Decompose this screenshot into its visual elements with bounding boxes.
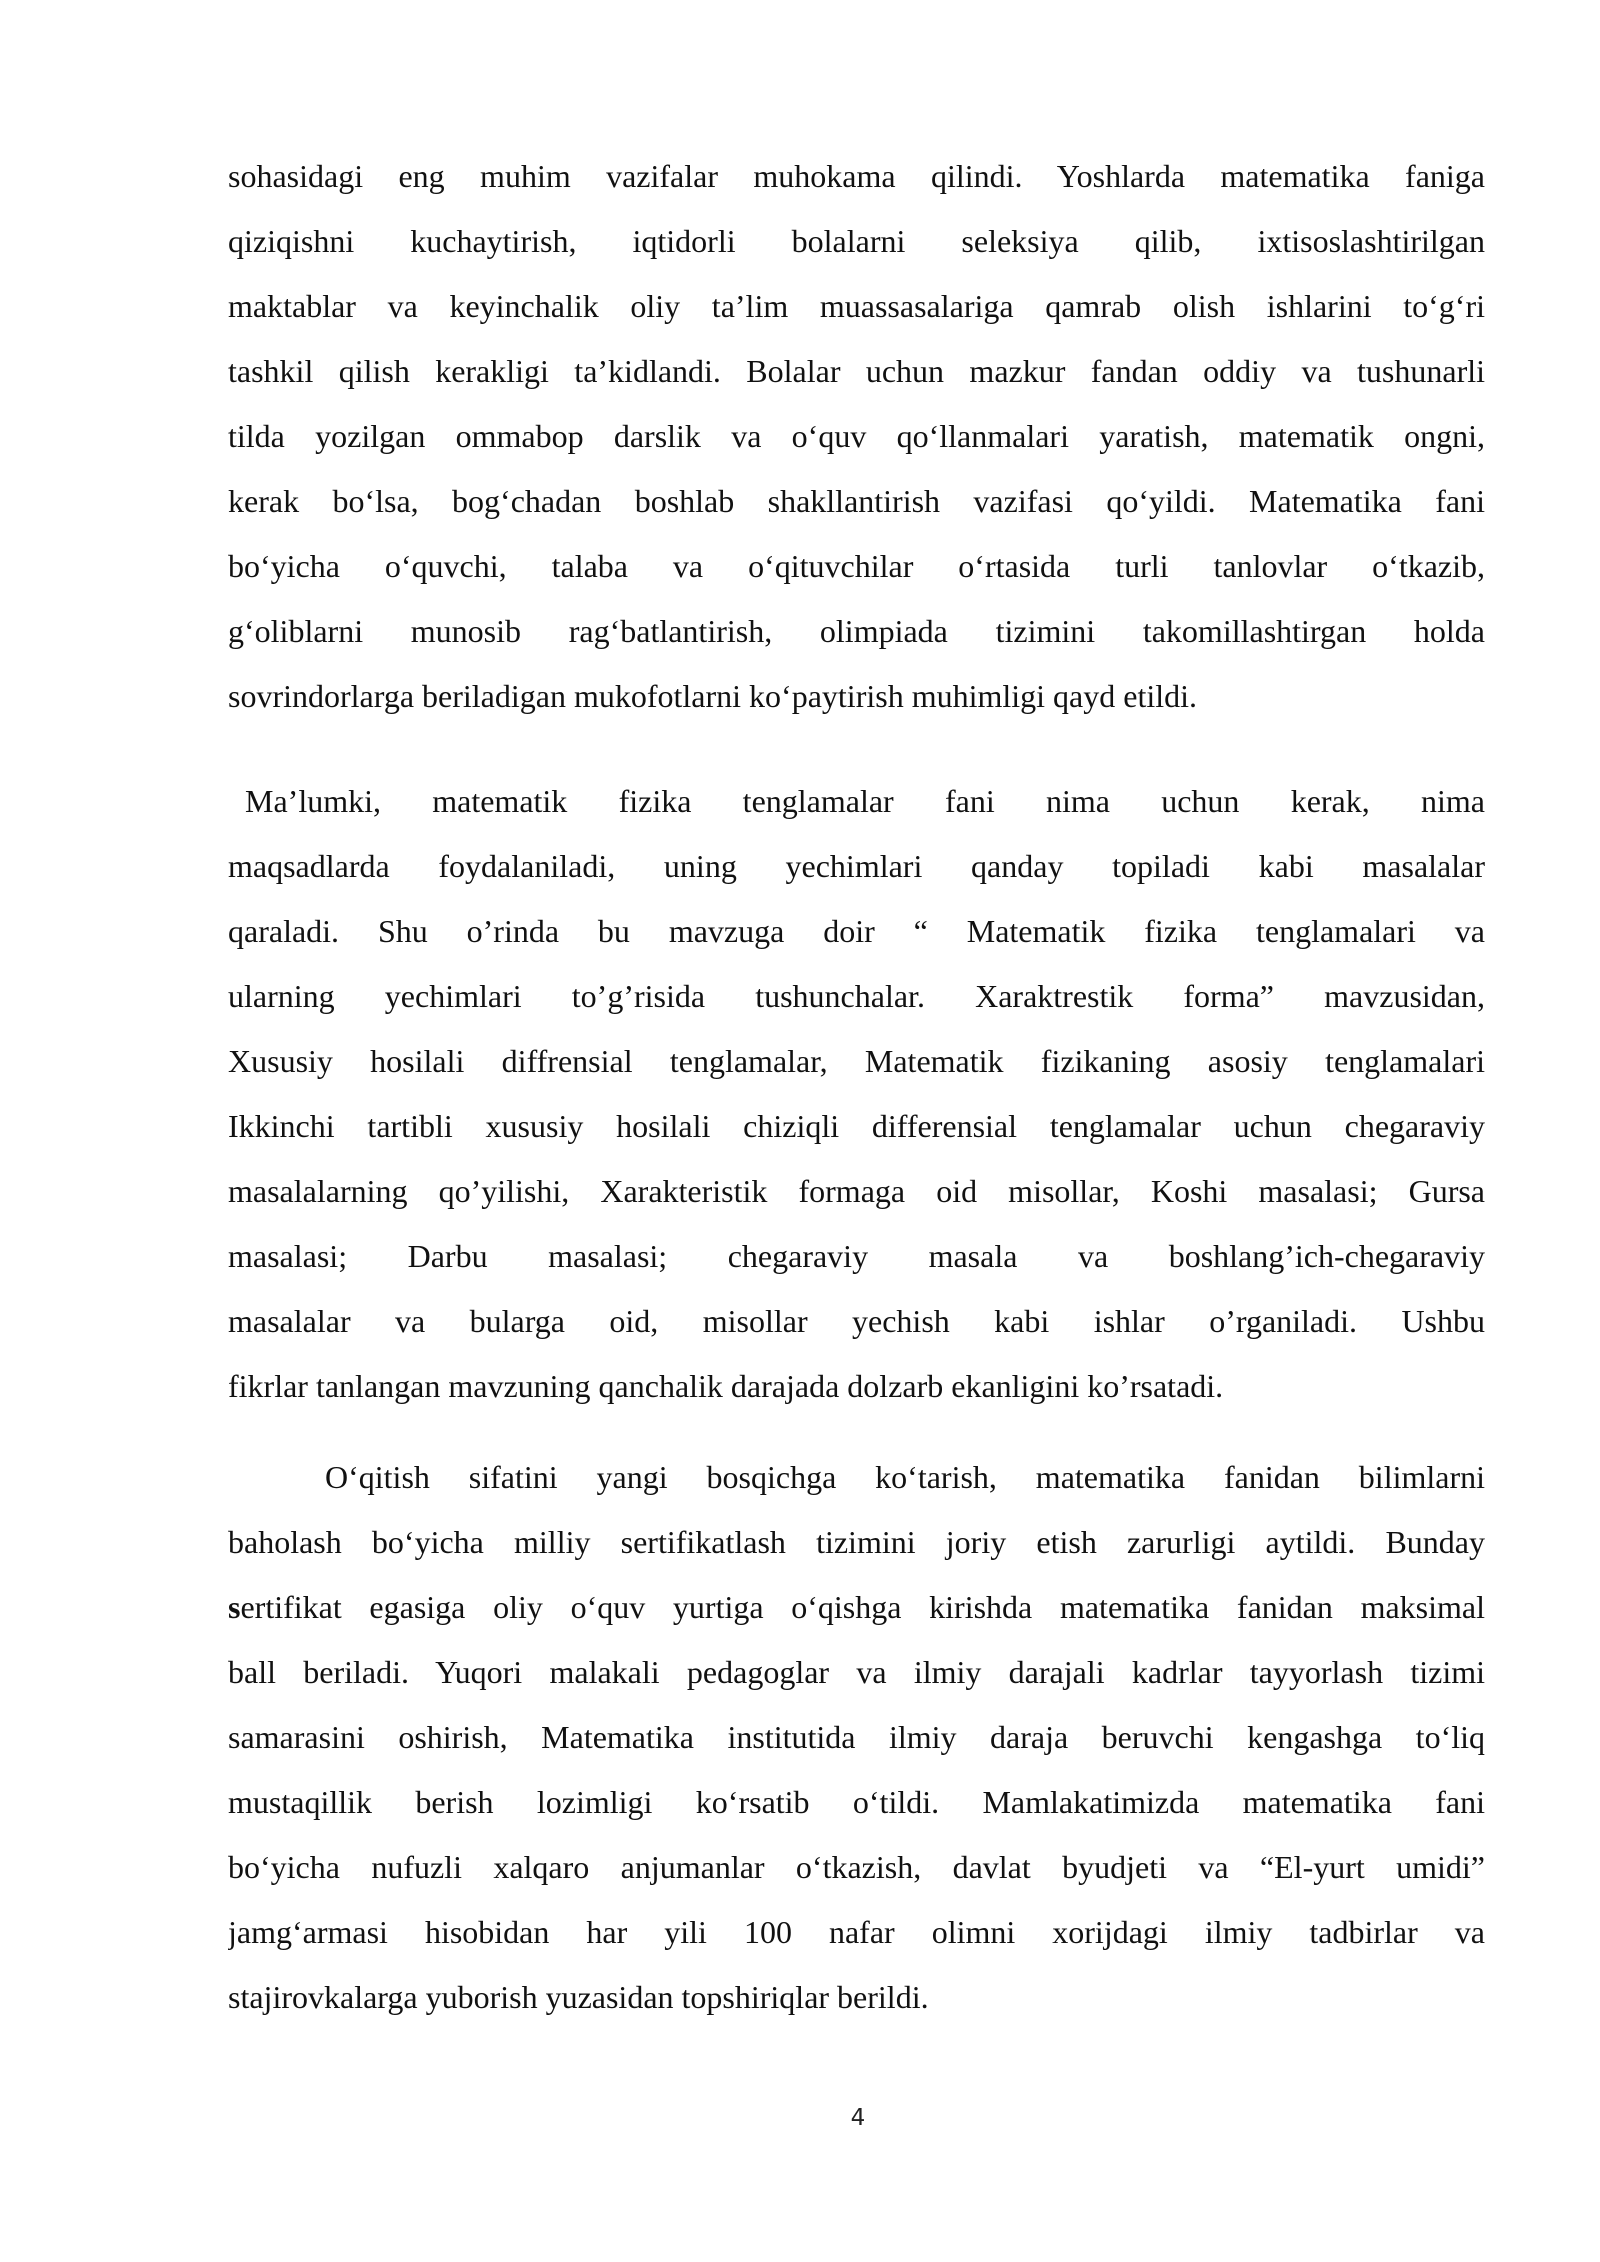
text-line: sohasidagi eng muhim vazifalar muhokama qilindi. Yoshlarda matematika faniga: [228, 158, 1485, 194]
text-line: ball beriladi. Yuqori malakali pedagoglar va ilmiy darajali kadrlar tayyorlash tizimi: [228, 1654, 1485, 1690]
paragraph: [228, 144, 1485, 729]
text-line: maktablar va keyinchalik oliy ta’lim muassasalariga qamrab olish ishlarini to‘g‘ri: [228, 288, 1485, 324]
text-line: qiziqishni kuchaytirish, iqtidorli bolalarni seleksiya qilib, ixtisoslashtirilgan: [228, 223, 1485, 259]
text-line: Ma’lumki, matematik fizika tenglamalar fani nima uchun kerak, nima: [245, 783, 1485, 819]
text-line: Ikkinchi tartibli xususiy hosilali chiziqli differensial tenglamalar uchun chegaraviy: [228, 1108, 1485, 1144]
text-line: samarasini oshirish, Matematika institutida ilmiy daraja beruvchi kengashga to‘liq: [228, 1719, 1485, 1755]
text-line: g‘oliblarni munosib rag‘batlantirish, olimpiada tizimini takomillashtirgan holda: [228, 613, 1485, 649]
text-line: O‘qitish sifatini yangi bosqichga ko‘tarish, matematika fanidan bilimlarni: [325, 1459, 1485, 1495]
text-line: masalalarning qo’yilishi, Xarakteristik formaga oid misollar, Koshi masalasi; Gursa: [228, 1173, 1485, 1209]
text-line: sertifikat egasiga oliy o‘quv yurtiga o‘qishga kirishda matematika fanidan maksimal: [228, 1589, 1485, 1625]
text-line: baholash bo‘yicha milliy sertifikatlash tizimini joriy etish zarurligi aytildi. Bunday: [228, 1524, 1485, 1560]
text-line: bo‘yicha nufuzli xalqaro anjumanlar o‘tkazish, davlat byudjeti va “El-yurt umidi”: [228, 1849, 1485, 1885]
paragraph: [228, 769, 1485, 1419]
page-number: 4: [850, 2105, 866, 2131]
text-line: Xususiy hosilali diffrensial tenglamalar, Matematik fizikaning asosiy tenglamalari: [228, 1043, 1485, 1079]
text-line: masalalar va bularga oid, misollar yechish kabi ishlar o’rganiladi. Ushbu: [228, 1303, 1485, 1339]
text-line: maqsadlarda foydalaniladi, uning yechimlari qanday topiladi kabi masalalar: [228, 848, 1485, 884]
text-line: masalasi; Darbu masalasi; chegaraviy masala va boshlang’ich-chegaraviy: [228, 1238, 1485, 1274]
text-line: tashkil qilish kerakligi ta’kidlandi. Bolalar uchun mazkur fandan oddiy va tushunarli: [228, 353, 1485, 389]
body-text: [228, 144, 1485, 2030]
text-line: stajirovkalarga yuborish yuzasidan topshiriqlar berildi.: [228, 1979, 929, 2015]
text-line: ularning yechimlari to’g’risida tushunchalar. Xaraktrestik forma” mavzusidan,: [228, 978, 1485, 1014]
text-line: tilda yozilgan ommabop darslik va o‘quv qo‘llanmalari yaratish, matematik ongni,: [228, 418, 1485, 454]
text-line: mustaqillik berish lozimligi ko‘rsatib o‘tildi. Mamlakatimizda matematika fani: [228, 1784, 1485, 1820]
text-line: qaraladi. Shu o’rinda bu mavzuga doir “ Matematik fizika tenglamalari va: [228, 913, 1485, 949]
text-line: bo‘yicha o‘quvchi, talaba va o‘qituvchilar o‘rtasida turli tanlovlar o‘tkazib,: [228, 548, 1485, 584]
text-line: jamg‘armasi hisobidan har yili 100 nafar olimni xorijdagi ilmiy tadbirlar va: [228, 1914, 1485, 1950]
paragraph: [228, 1445, 1485, 2030]
text-line: sovrindorlarga beriladigan mukofotlarni ko‘paytirish muhimligi qayd etildi.: [228, 678, 1197, 714]
text-line: kerak bo‘lsa, bog‘chadan boshlab shakllantirish vazifasi qo‘yildi. Matematika fani: [228, 483, 1485, 519]
text-line: fikrlar tanlangan mavzuning qanchalik darajada dolzarb ekanligini ko’rsatadi.: [228, 1368, 1224, 1404]
